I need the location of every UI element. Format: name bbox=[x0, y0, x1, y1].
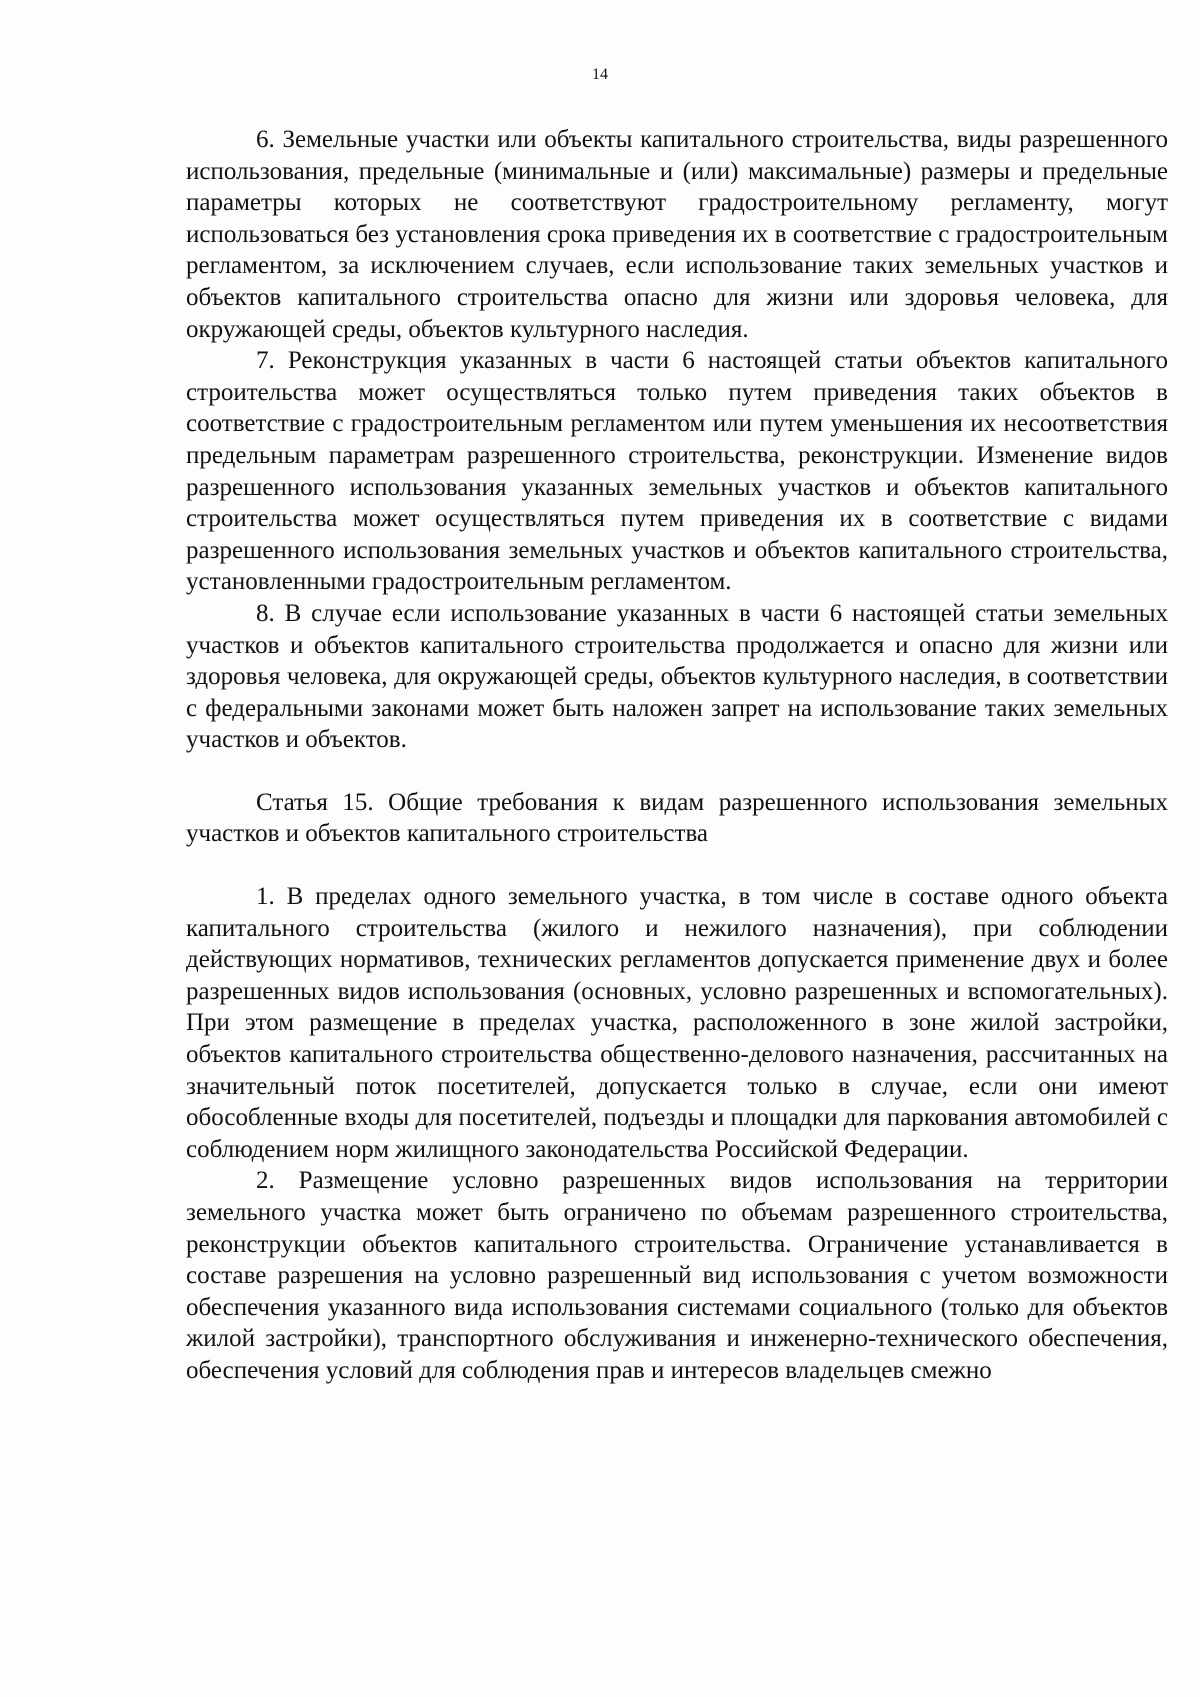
article-heading: Статья 15. Общие требования к видам разрешенного использования земельных участков и объектов капитального строительства bbox=[186, 788, 1168, 848]
document-body bbox=[186, 124, 1168, 1387]
paragraph-6: 6. Земельные участки или объекты капитального строительства, виды разрешенного использования, предельные (минимальные и (или) максимальные) размеры и предельные параметры которых не соответствуют градостроительному регламенту, могут использоваться без установления срока приведения их в соответствие с градостроительным регламентом, за исключением случаев, если использование таких земельных участков и объектов капитального строительства опасно для жизни или здоровья человека, для окружающей среды, объектов культурного наследия. bbox=[186, 126, 1168, 343]
paragraph-7: 7. Реконструкция указанных в части 6 настоящей статьи объектов капитального строительства может осуществляться только путем приведения таких объектов в соответствие с градостроительным регламентом или путем уменьшения их несоответствия предельным параметрам разрешенного строительства, реконструкции. Изменение видов разрешенного использования указанных земельных участков и объектов капитального строительства может осуществляться путем приведения их в соответствие с видами разрешенного использования земельных участков и объектов капитального строительства, установленными градостроительным регламентом. bbox=[186, 347, 1168, 596]
article-15-paragraph-2: 2. Размещение условно разрешенных видов использования на территории земельного участка может быть ограничено по объемам разрешенного строительства, реконструкции объектов капитального строительства. Ограничение устанавливается в составе разрешения на условно разрешенный вид использования с учетом возможности обеспечения указанного вида использования системами социального (только для объектов жилой застройки), транспортного обслуживания и инженерно-технического обеспечения, обеспечения условий для соблюдения прав и интересов владельцев смежно bbox=[186, 1167, 1168, 1384]
paragraph-8: 8. В случае если использование указанных в части 6 настоящей статьи земельных участков и объектов капитального строительства продолжается и опасно для жизни или здоровья человека, для окружающей среды, объектов культурного наследия, в соответствии с федеральными законами может быть наложен запрет на использование таких земельных участков и объектов. bbox=[186, 599, 1168, 754]
page-number: 14 bbox=[592, 66, 608, 83]
article-15-paragraph-1: 1. В пределах одного земельного участка, в том числе в составе одного объекта капитального строительства (жилого и нежилого назначения), при соблюдении действующих нормативов, технических регламентов допускается применение двух и более разрешенных видов использования (основных, условно разрешенных и вспомогательных). При этом размещение в пределах участка, расположенного в зоне жилой застройки, объектов капитального строительства общественно-делового назначения, рассчитанных на значительный поток посетителей, допускается только в случае, если они имеют обособленные входы для посетителей, подъезды и площадки для паркования автомобилей с соблюдением норм жилищного законодательства Российской Федерации. bbox=[186, 883, 1168, 1163]
